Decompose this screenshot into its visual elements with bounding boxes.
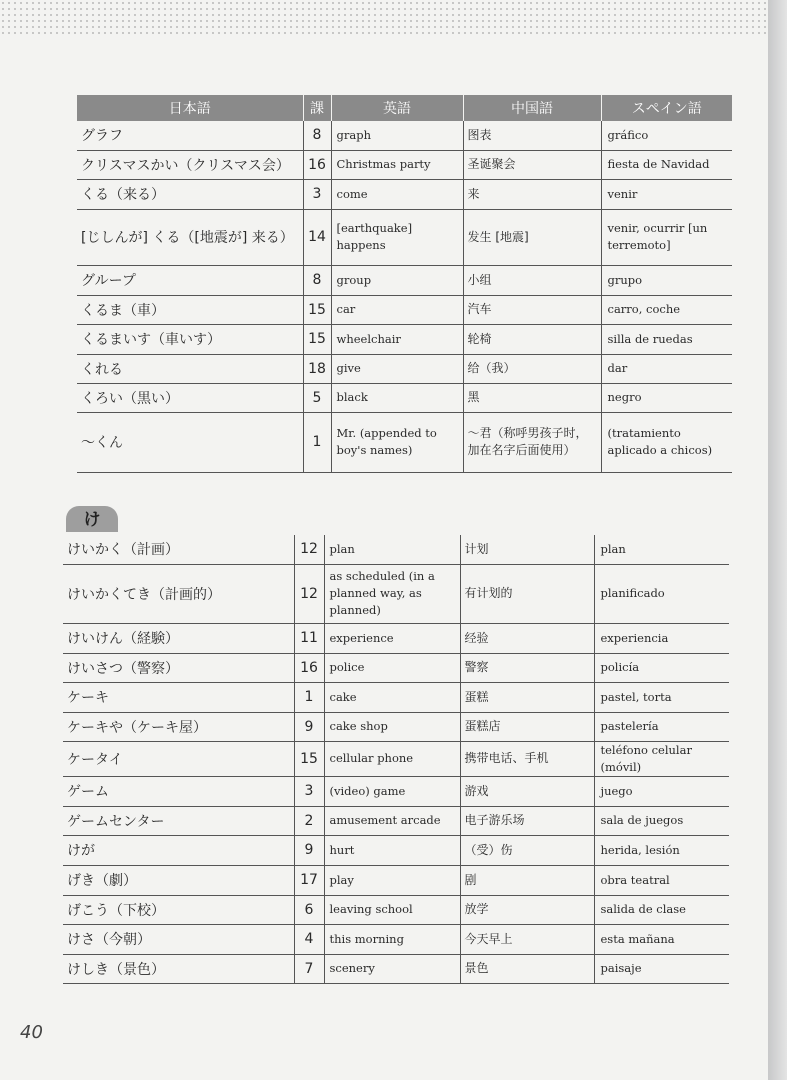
lesson-cell: 18 <box>303 354 331 383</box>
lesson-cell: 3 <box>303 179 331 209</box>
japanese-cell: ケーキや（ケーキ屋） <box>63 712 294 741</box>
spanish-cell: plan <box>594 535 729 564</box>
spanish-cell: sala de juegos <box>594 806 729 835</box>
lesson-cell: 6 <box>294 895 324 924</box>
chinese-cell: 汽车 <box>463 295 601 324</box>
table-row <box>77 121 732 150</box>
chinese-cell: 黑 <box>463 383 601 412</box>
english-cell: wheelchair <box>331 324 463 354</box>
english-cell: as scheduled (in a planned way, as planned) <box>324 564 460 623</box>
table-row <box>77 179 732 209</box>
lesson-cell: 15 <box>303 295 331 324</box>
lesson-cell: 4 <box>294 924 324 954</box>
japanese-cell: くれる <box>77 354 303 383</box>
lesson-cell: 8 <box>303 121 331 150</box>
spanish-cell: planificado <box>594 564 729 623</box>
table-header-row <box>77 95 732 121</box>
lesson-cell: 16 <box>294 653 324 682</box>
english-cell: cake <box>324 682 460 712</box>
lesson-cell: 17 <box>294 865 324 895</box>
table-row <box>77 324 732 354</box>
table-row <box>77 209 732 265</box>
japanese-cell: くろい（黒い） <box>77 383 303 412</box>
japanese-cell: くるま（車） <box>77 295 303 324</box>
japanese-cell: けいかく（計画） <box>63 535 294 564</box>
table-row <box>63 682 729 712</box>
english-cell: plan <box>324 535 460 564</box>
spanish-cell: dar <box>601 354 732 383</box>
japanese-cell: くる（来る） <box>77 179 303 209</box>
spanish-cell: pastelería <box>594 712 729 741</box>
spanish-cell: (tratamiento aplicado a chicos) <box>601 412 732 472</box>
japanese-cell: けいけん（経験） <box>63 623 294 653</box>
chinese-cell: 轮椅 <box>463 324 601 354</box>
lesson-cell: 1 <box>294 682 324 712</box>
table-row <box>77 295 732 324</box>
lesson-cell: 7 <box>294 954 324 983</box>
japanese-cell: 〜くん <box>77 412 303 472</box>
spanish-cell: salida de clase <box>594 895 729 924</box>
table-row <box>77 354 732 383</box>
chinese-cell: 游戏 <box>460 776 594 806</box>
header-lesson: 課 <box>303 95 331 121</box>
english-cell: graph <box>331 121 463 150</box>
chinese-cell: 计划 <box>460 535 594 564</box>
spanish-cell: venir, ocurrir [un terremoto] <box>601 209 732 265</box>
vocabulary-table-ke <box>63 535 729 984</box>
table-row <box>63 712 729 741</box>
english-cell: leaving school <box>324 895 460 924</box>
english-cell: Mr. (appended to boy's names) <box>331 412 463 472</box>
lesson-cell: 9 <box>294 712 324 741</box>
chinese-cell: 圣诞聚会 <box>463 150 601 179</box>
lesson-cell: 1 <box>303 412 331 472</box>
japanese-cell: けいさつ（警察） <box>63 653 294 682</box>
english-cell: cake shop <box>324 712 460 741</box>
chinese-cell: 今天早上 <box>460 924 594 954</box>
chinese-cell: （受）伤 <box>460 835 594 865</box>
table-row <box>63 806 729 835</box>
spanish-cell: negro <box>601 383 732 412</box>
spanish-cell: paisaje <box>594 954 729 983</box>
vocabulary-table-ku <box>77 95 732 473</box>
table-row <box>63 954 729 983</box>
lesson-cell: 16 <box>303 150 331 179</box>
japanese-cell: ケータイ <box>63 741 294 776</box>
table-row <box>63 924 729 954</box>
chinese-cell: 来 <box>463 179 601 209</box>
japanese-cell: グループ <box>77 265 303 295</box>
chinese-cell: 蛋糕 <box>460 682 594 712</box>
spanish-cell: obra teatral <box>594 865 729 895</box>
japanese-cell: けさ（今朝） <box>63 924 294 954</box>
japanese-cell: [じしんが] くる（[地震が] 来る） <box>77 209 303 265</box>
japanese-cell: くるまいす（車いす） <box>77 324 303 354</box>
english-cell: give <box>331 354 463 383</box>
japanese-cell: けが <box>63 835 294 865</box>
chinese-cell: 蛋糕店 <box>460 712 594 741</box>
section-label-ke: け <box>66 506 118 532</box>
spanish-cell: silla de ruedas <box>601 324 732 354</box>
table-row <box>63 776 729 806</box>
spanish-cell: venir <box>601 179 732 209</box>
lesson-cell: 15 <box>303 324 331 354</box>
lesson-cell: 12 <box>294 564 324 623</box>
header-english: 英語 <box>331 95 463 121</box>
english-cell: cellular phone <box>324 741 460 776</box>
english-cell: experience <box>324 623 460 653</box>
japanese-cell: けいかくてき（計画的） <box>63 564 294 623</box>
page-edge <box>768 0 787 1080</box>
spanish-cell: esta mañana <box>594 924 729 954</box>
english-cell: scenery <box>324 954 460 983</box>
japanese-cell: げこう（下校） <box>63 895 294 924</box>
chinese-cell: 放学 <box>460 895 594 924</box>
spanish-cell: carro, coche <box>601 295 732 324</box>
english-cell: group <box>331 265 463 295</box>
table-row <box>63 741 729 776</box>
japanese-cell: けしき（景色） <box>63 954 294 983</box>
lesson-cell: 5 <box>303 383 331 412</box>
page-number: 40 <box>20 1022 43 1043</box>
japanese-cell: ケーキ <box>63 682 294 712</box>
english-cell: police <box>324 653 460 682</box>
chinese-cell: 电子游乐场 <box>460 806 594 835</box>
chinese-cell: 景色 <box>460 954 594 983</box>
table-body-ke <box>63 535 729 983</box>
lesson-cell: 2 <box>294 806 324 835</box>
lesson-cell: 8 <box>303 265 331 295</box>
japanese-cell: グラフ <box>77 121 303 150</box>
lesson-cell: 14 <box>303 209 331 265</box>
spanish-cell: policía <box>594 653 729 682</box>
english-cell: black <box>331 383 463 412</box>
chinese-cell: 给（我） <box>463 354 601 383</box>
spanish-cell: pastel, torta <box>594 682 729 712</box>
table-row <box>63 865 729 895</box>
japanese-cell: ゲームセンター <box>63 806 294 835</box>
lesson-cell: 12 <box>294 535 324 564</box>
chinese-cell: 发生 [地震] <box>463 209 601 265</box>
english-cell: amusement arcade <box>324 806 460 835</box>
spanish-cell: herida, lesión <box>594 835 729 865</box>
english-cell: (video) game <box>324 776 460 806</box>
english-cell: come <box>331 179 463 209</box>
english-cell: hurt <box>324 835 460 865</box>
table-row <box>63 653 729 682</box>
table-row <box>63 564 729 623</box>
table-row <box>77 383 732 412</box>
table-row <box>63 835 729 865</box>
english-cell: [earthquake] happens <box>331 209 463 265</box>
english-cell: car <box>331 295 463 324</box>
english-cell: play <box>324 865 460 895</box>
lesson-cell: 15 <box>294 741 324 776</box>
chinese-cell: 携带电话、手机 <box>460 741 594 776</box>
spanish-cell: grupo <box>601 265 732 295</box>
chinese-cell: 小组 <box>463 265 601 295</box>
chinese-cell: 经验 <box>460 623 594 653</box>
japanese-cell: げき（劇） <box>63 865 294 895</box>
spanish-cell: fiesta de Navidad <box>601 150 732 179</box>
header-spanish: スペイン語 <box>601 95 732 121</box>
english-cell: this morning <box>324 924 460 954</box>
spanish-cell: teléfono celular (móvil) <box>594 741 729 776</box>
lesson-cell: 11 <box>294 623 324 653</box>
header-chinese: 中国語 <box>463 95 601 121</box>
table-row <box>63 535 729 564</box>
lesson-cell: 9 <box>294 835 324 865</box>
lesson-cell: 3 <box>294 776 324 806</box>
spanish-cell: gráfico <box>601 121 732 150</box>
table-row <box>77 265 732 295</box>
table-row <box>63 895 729 924</box>
chinese-cell: 剧 <box>460 865 594 895</box>
japanese-cell: クリスマスかい（クリスマス会） <box>77 150 303 179</box>
english-cell: Christmas party <box>331 150 463 179</box>
japanese-cell: ゲーム <box>63 776 294 806</box>
spanish-cell: juego <box>594 776 729 806</box>
table-row <box>77 412 732 472</box>
chinese-cell: 图表 <box>463 121 601 150</box>
chinese-cell: 有计划的 <box>460 564 594 623</box>
table-row <box>63 623 729 653</box>
chinese-cell: 警察 <box>460 653 594 682</box>
table-row <box>77 150 732 179</box>
dotted-header-band <box>0 0 768 36</box>
spanish-cell: experiencia <box>594 623 729 653</box>
chinese-cell: 〜君（称呼男孩子时，加在名字后面使用） <box>463 412 601 472</box>
header-japanese: 日本語 <box>77 95 303 121</box>
table-body-ku <box>77 121 732 472</box>
